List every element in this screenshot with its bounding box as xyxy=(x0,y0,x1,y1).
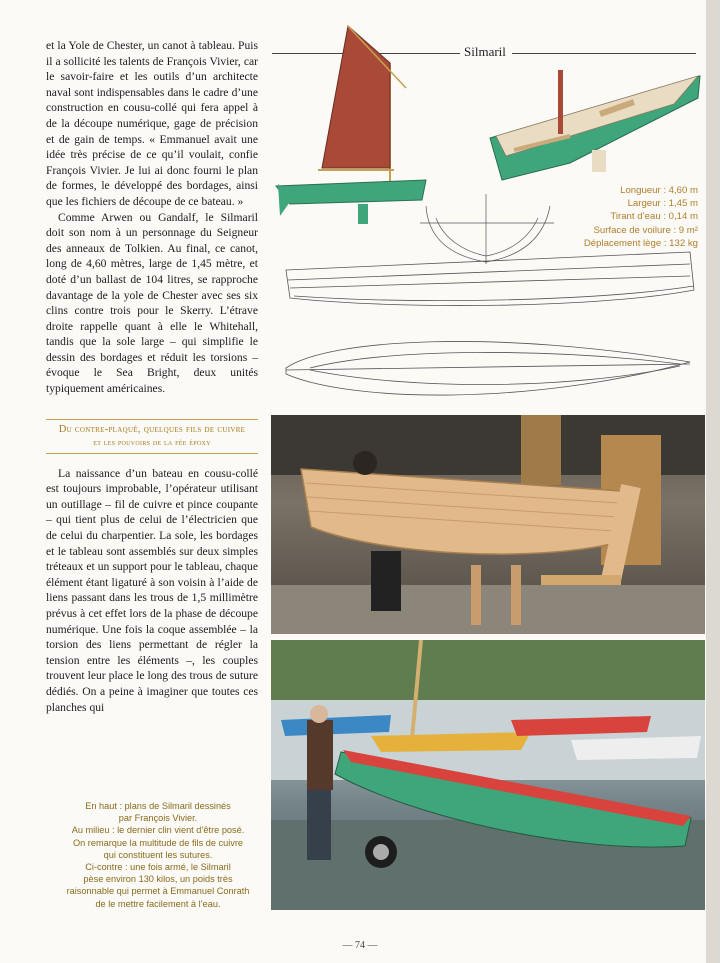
body-text-column xyxy=(46,38,258,715)
paragraph-1: et la Yole de Chester, un canot à tableau. Puis il a sollicité les talents de François Vivier, car le savoir-faire et les outils d’un architecte naval sont indispensables dans le cadre d’une construction en cousu-collé qui fera appel à de la découpe numérique, gage de précision et de gain de temps. « Emmanuel avait une idée très précise de ce qu’il voulait, confie François Vivier. Je lui ai donc fourni le plan de formes, le développé des bordages, ainsi que les fichiers de découpe de ce bateau. » xyxy=(46,39,258,208)
page-number: — 74 — xyxy=(342,940,378,951)
hull-perspective-drawing xyxy=(490,70,700,180)
spec-length: Longueur : 4,60 m xyxy=(620,185,698,196)
body-section-drawing xyxy=(420,194,554,264)
spec-sail-area: Surface de voilure : 9 m² xyxy=(593,224,698,236)
hull-profile-drawing xyxy=(286,252,694,306)
paragraph-2: Comme Arwen ou Gandalf, le Silmaril doit son nom à un personnage du Seigneur des anneaux de Tolkien. Au final, ce canot, long de 4,60 mètres, large de 1,45 mètre, et doté d’un ballast de 104 litres, se rapproche davantage de la yole de Chester avec ses six clins contre trois pour le Skerry. L’étrave droite rappelle quant à elle le Whitehall, tandis que la sole large – qui simplifie le dessin des bordages et réduit les torsions – évoque le Sea Bright, deux unités typiquement américaines. xyxy=(46,210,258,396)
caption-line: On remarque la multitude de fils de cuivre xyxy=(72,837,244,848)
caption-line: par François Vivier. xyxy=(118,813,198,824)
caption-line: pèse environ 130 kilos, un poids très xyxy=(83,874,233,885)
caption-line: Au milieu : le dernier clin vient d’être posé. xyxy=(71,825,245,836)
launching-photo xyxy=(271,640,705,910)
specifications-list xyxy=(560,184,698,250)
page-edge xyxy=(706,0,720,963)
caption-line: raisonnable qui permet à Emmanuel Conrath xyxy=(66,886,250,897)
plans-title-text: Silmaril xyxy=(464,44,506,59)
spec-displacement: Déplacement lège : 132 kg xyxy=(583,237,698,249)
caption-line: Ci-contre : une fois armé, le Silmaril xyxy=(85,862,231,873)
section-heading-line-2: et les pouvoirs de la fée époxy xyxy=(93,436,211,447)
section-heading xyxy=(46,419,258,454)
spec-draft: Tirant d’eau : 0,14 m xyxy=(610,211,698,223)
caption-line: de le mettre facilement à l’eau. xyxy=(95,898,221,909)
photo-caption xyxy=(52,800,264,910)
sail-plan-drawing xyxy=(276,26,426,224)
caption-line: En haut : plans de Silmaril dessinés xyxy=(85,801,231,811)
workshop-photo xyxy=(271,415,705,634)
section-heading-line-1: Du contre-plaqué, quelques fils de cuivre xyxy=(58,423,246,435)
caption-line: qui constituent les sutures. xyxy=(103,849,213,860)
spec-width: Largeur : 1,45 m xyxy=(627,198,698,210)
paragraph-3: La naissance d’un bateau en cousu-collé est toujours improbable, l’opérateur utilisant un outillage – fil de cuivre et pince coupante – qui tient plus de celui de l’électricien que de celui du charpentier. La sole, les bordages et le tableau sont assemblés sur deux simples tréteaux et un support pour le tableau, chaque élément étant ligaturé à son voisin à l’aide de liens passant dans les trous de 1,5 millimètre prévus à cet effet lors de la phase de découpe numérique. Une fois la coque assemblée – la torsion des liens permettant de régler la tension entre les éléments –, les couples trouvent leur place le long des trous de suture dédiés. On a peine à imaginer que toutes ces planches qui xyxy=(46,466,258,714)
hull-plan-view-drawing xyxy=(286,341,690,395)
